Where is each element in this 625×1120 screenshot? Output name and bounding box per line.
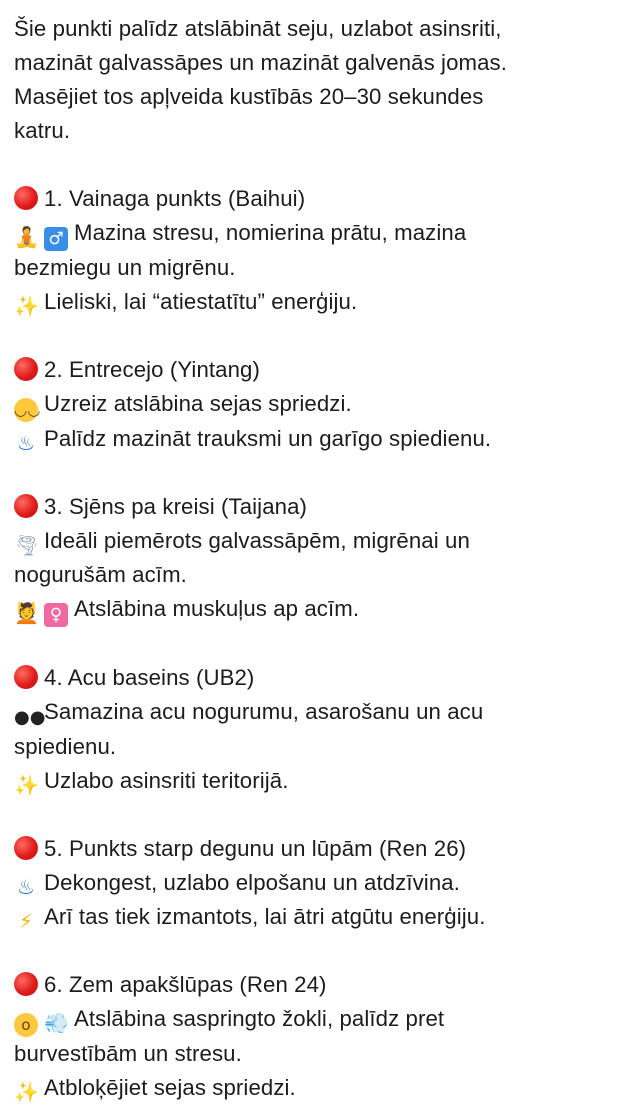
intro-line: Šie punkti palīdz atslābināt seju, uzlabot asinsriti, xyxy=(14,16,502,41)
point-2: 2. Entrecejo (Yintang) ◡◡ Uzreiz atslābina sejas spriedzi. ♨ Palīdz mazināt trauksmi un garīgo spiedienu. xyxy=(14,353,614,456)
surprised-face-icon: o xyxy=(14,1013,38,1037)
red-circle-icon xyxy=(14,186,38,210)
sparkles-icon: ✨ xyxy=(14,773,40,797)
female-sign-icon: ♀ xyxy=(44,603,68,627)
point-title: 6. Zem apakšlūpas (Ren 24) xyxy=(14,968,614,1002)
red-circle-icon xyxy=(14,665,38,689)
point-4: 4. Acu baseins (UB2) ●●Samazina acu nogurumu, asarošanu un acu spiedienu. ✨ Uzlabo asinsriti teritorijā. xyxy=(14,661,614,798)
high-voltage-icon: ⚡ xyxy=(18,909,34,933)
red-circle-icon xyxy=(14,972,38,996)
person-in-steam-icon: ♨ xyxy=(16,875,36,899)
red-circle-icon xyxy=(14,836,38,860)
point-title: 2. Entrecejo (Yintang) xyxy=(14,353,614,387)
point-3: 3. Sjēns pa kreisi (Taijana) 🌪 Ideāli piemērots galvassāpēm, migrēnai un nogurušām acīm. 💆 ♀ Atslābina muskuļus ap acīm. xyxy=(14,490,614,627)
intro-paragraph xyxy=(14,12,614,148)
meditating-person-icon: 🧘 xyxy=(14,225,40,249)
dash-icon: 💨 xyxy=(44,1011,70,1035)
eyes-icon: ●● xyxy=(14,707,46,728)
male-sign-icon: ♂ xyxy=(44,227,68,251)
person-in-steam-icon: ♨ xyxy=(16,431,36,455)
point-title: 4. Acu baseins (UB2) xyxy=(14,661,614,695)
red-circle-icon xyxy=(14,494,38,518)
intro-line: katru. xyxy=(14,118,71,143)
point-title: 3. Sjēns pa kreisi (Taijana) xyxy=(14,490,614,524)
point-1: 1. Vainaga punkts (Baihui) 🧘 ♂ Mazina stresu, nomierina prātu, mazina bezmiegu un migrēnu. ✨ Lieliski, lai “atiestatītu” enerģiju. xyxy=(14,182,614,319)
point-5: 5. Punkts starp degunu un lūpām (Ren 26) ♨ Dekongest, uzlabo elpošanu un atdzīvina. ⚡ Arī tas tiek izmantots, lai ātri atgūtu enerģiju. xyxy=(14,832,614,934)
point-title: 1. Vainaga punkts (Baihui) xyxy=(14,182,614,216)
intro-line: Masējiet tos apļveida kustībās 20–30 sekundes xyxy=(14,84,484,109)
relieved-face-icon: ◡◡ xyxy=(14,398,38,422)
point-title: 5. Punkts starp degunu un lūpām (Ren 26) xyxy=(14,832,614,866)
point-6: 6. Zem apakšlūpas (Ren 24) o 💨 Atslābina saspringto žokli, palīdz pret burvestībām un stresu. ✨ Atbloķējiet sejas spriedzi. xyxy=(14,968,614,1105)
sparkles-icon: ✨ xyxy=(14,294,40,318)
post-body xyxy=(14,12,614,1105)
person-massage-icon: 💆 xyxy=(14,601,40,625)
red-circle-icon xyxy=(14,357,38,381)
intro-line: mazināt galvassāpes un mazināt galvenās jomas. xyxy=(14,50,507,75)
tornado-icon: 🌪 xyxy=(14,533,40,557)
sparkles-icon: ✨ xyxy=(14,1080,40,1104)
